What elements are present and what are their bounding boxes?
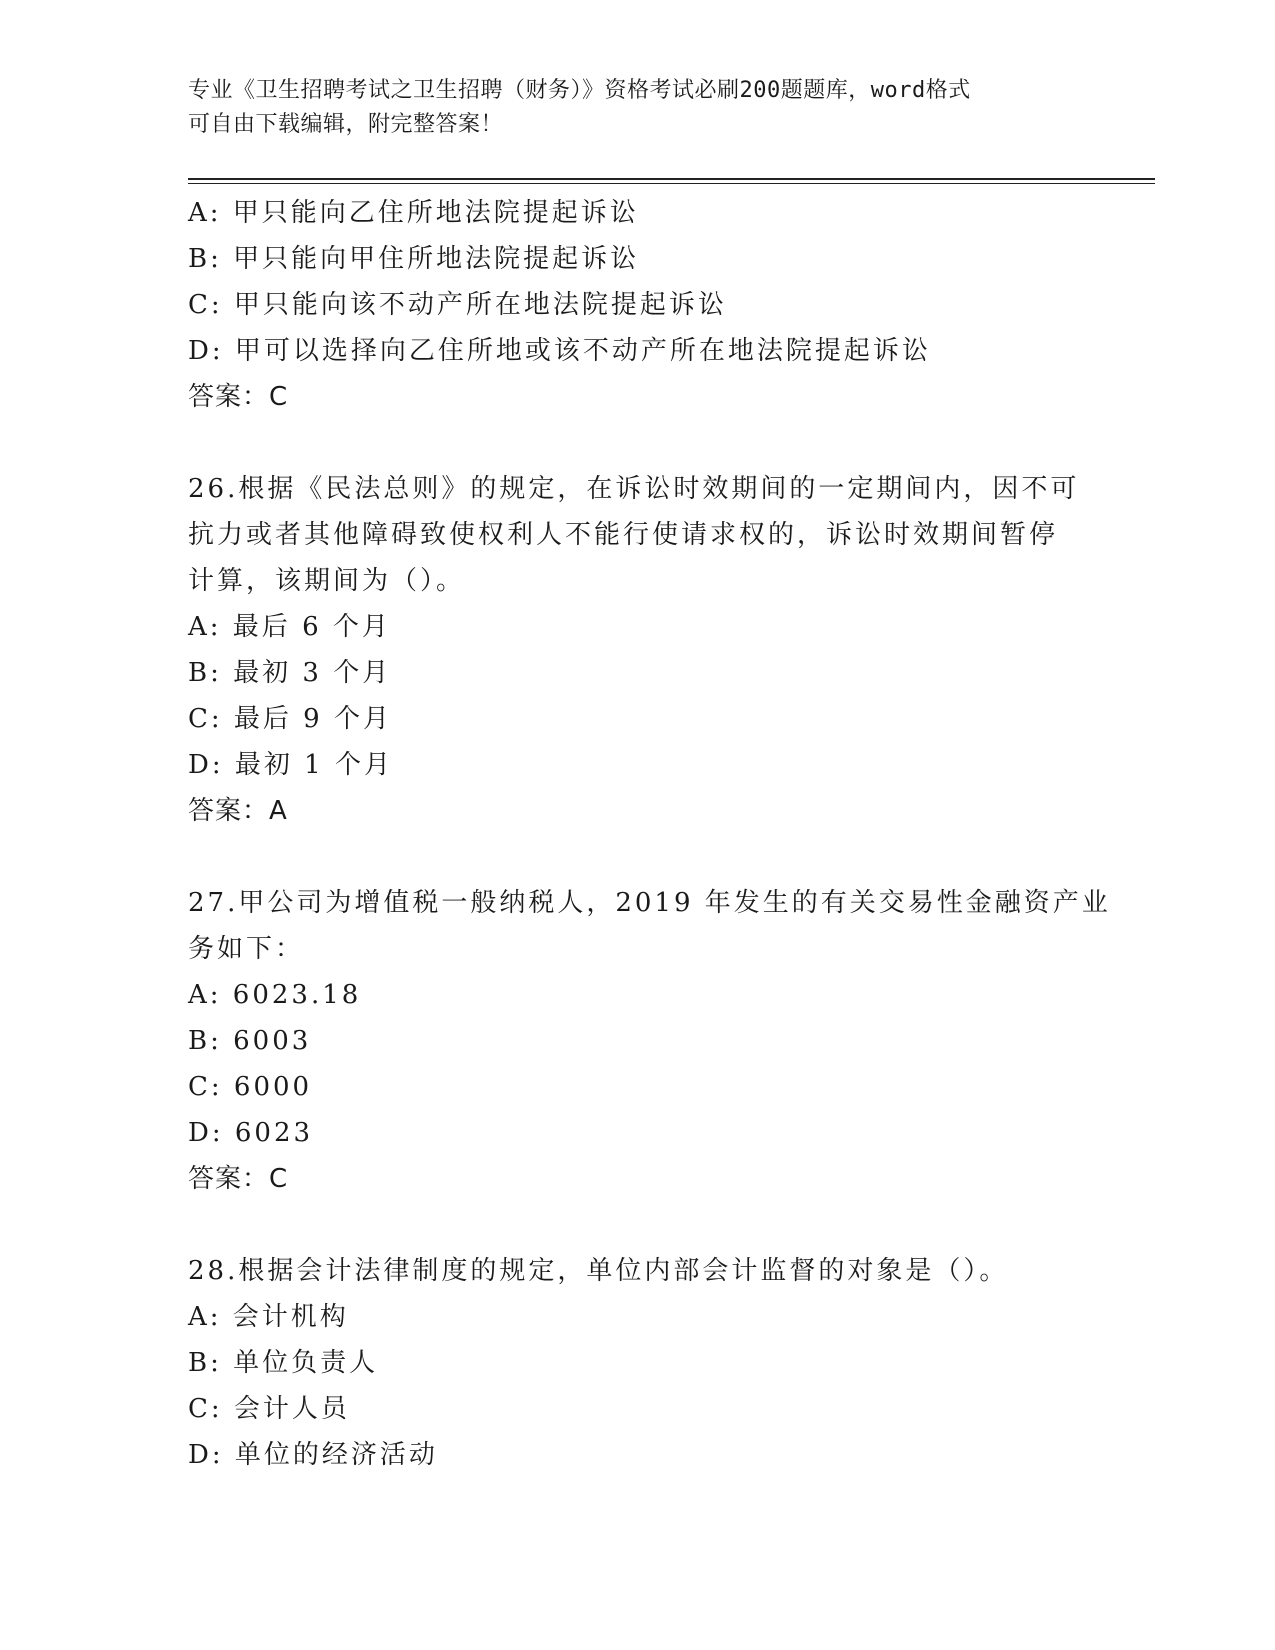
option-c: C: 会计人员 [188, 1394, 350, 1424]
option-d: D: 甲可以选择向乙住所地或该不动产所在地法院提起诉讼 [188, 336, 931, 366]
header-line-2: 可自由下载编辑，附完整答案！ [188, 112, 504, 137]
option-d: D: 最初 1 个月 [188, 750, 393, 780]
answer-line: 答案：C [188, 1164, 289, 1194]
option-c: C: 甲只能向该不动产所在地法院提起诉讼 [188, 290, 727, 320]
question-text-line: 28.根据会计法律制度的规定，单位内部会计监督的对象是（）。 [188, 1256, 1009, 1286]
option-b: B: 甲只能向甲住所地法院提起诉讼 [188, 244, 640, 274]
option-a: A: 6023.18 [188, 980, 362, 1010]
option-d: D: 单位的经济活动 [188, 1440, 438, 1470]
option-c: C: 6000 [188, 1072, 313, 1102]
header-divider-thick [188, 178, 1155, 180]
option-c: C: 最后 9 个月 [188, 704, 392, 734]
document-header [188, 74, 1088, 142]
option-b: B: 单位负责人 [188, 1348, 379, 1378]
option-a: A: 最后 6 个月 [188, 612, 391, 642]
answer-line: 答案：C [188, 382, 289, 412]
question-28-block [188, 1248, 1088, 1478]
question-list [188, 190, 1111, 1478]
answer-line: 答案：A [188, 796, 288, 826]
question-text-line: 计算，该期间为（）。 [188, 566, 466, 596]
header-line-1: 专业《卫生招聘考试之卫生招聘（财务）》资格考试必刷200题题库，word格式 [188, 78, 971, 103]
question-text-line: 26.根据《民法总则》的规定，在诉讼时效期间的一定期间内，因不可 [188, 474, 1080, 504]
question-text-line: 抗力或者其他障碍致使权利人不能行使请求权的，诉讼时效期间暂停 [188, 520, 1059, 550]
question-25-block [188, 190, 1088, 420]
question-text-line: 务如下： [188, 934, 305, 964]
option-b: B: 最初 3 个月 [188, 658, 392, 688]
question-text-line: 27.甲公司为增值税一般纳税人，2019 年发生的有关交易性金融资产业 [188, 888, 1111, 918]
header-divider-thin [188, 183, 1155, 184]
question-26-block [188, 466, 1088, 834]
option-a: A: 会计机构 [188, 1302, 349, 1332]
option-a: A: 甲只能向乙住所地法院提起诉讼 [188, 198, 639, 228]
option-b: B: 6003 [188, 1026, 312, 1056]
option-d: D: 6023 [188, 1118, 314, 1148]
question-27-block [188, 880, 1111, 1202]
